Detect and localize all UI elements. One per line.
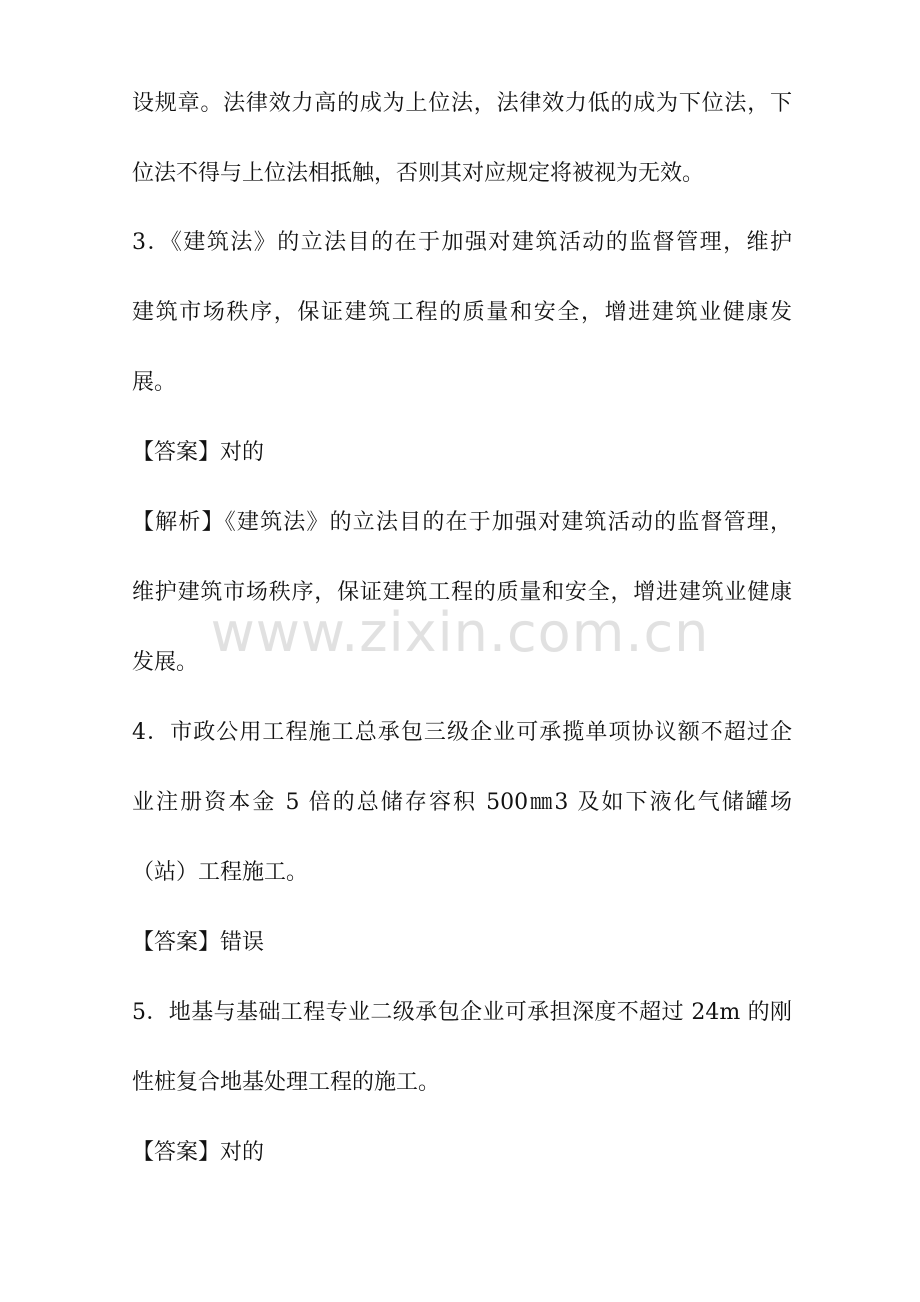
answer-4: 【答案】错误 [132,930,265,955]
answer-3: 【答案】对的 [132,440,265,465]
question-3-line: 展。 [132,370,177,395]
paragraph-line: 设规章。法律效力高的成为上位法，法律效力低的成为下位法，下 [132,91,792,116]
question-4-line: 业注册资本金 5 倍的总储存容积 500㎜3 及如下液化气储罐场 [132,790,792,815]
question-4-line: 4．市政公用工程施工总承包三级企业可承揽单项协议额不超过企 [132,720,792,745]
question-5-line: 性桩复合地基处理工程的施工。 [132,1070,441,1095]
explanation-3-line: 【解析】《建筑法》的立法目的在于加强对建筑活动的监督管理， [132,510,792,535]
explanation-3-line: 发展。 [132,650,199,675]
watermark-text: www.zixin.com.cn [210,601,710,664]
question-3-line: 3．《建筑法》的立法目的在于加强对建筑活动的监督管理，维护 [132,230,792,255]
explanation-3-line: 维护建筑市场秩序，保证建筑工程的质量和安全，增进建筑业健康 [132,580,792,605]
answer-5: 【答案】对的 [132,1140,265,1165]
question-5-line: 5．地基与基础工程专业二级承包企业可承担深度不超过 24m 的刚 [132,1000,792,1025]
question-4-line: （站）工程施工。 [132,860,309,885]
paragraph-line: 位法不得与上位法相抵触，否则其对应规定将被视为无效。 [132,161,705,186]
question-3-line: 建筑市场秩序，保证建筑工程的质量和安全，增进建筑业健康发 [132,300,792,325]
